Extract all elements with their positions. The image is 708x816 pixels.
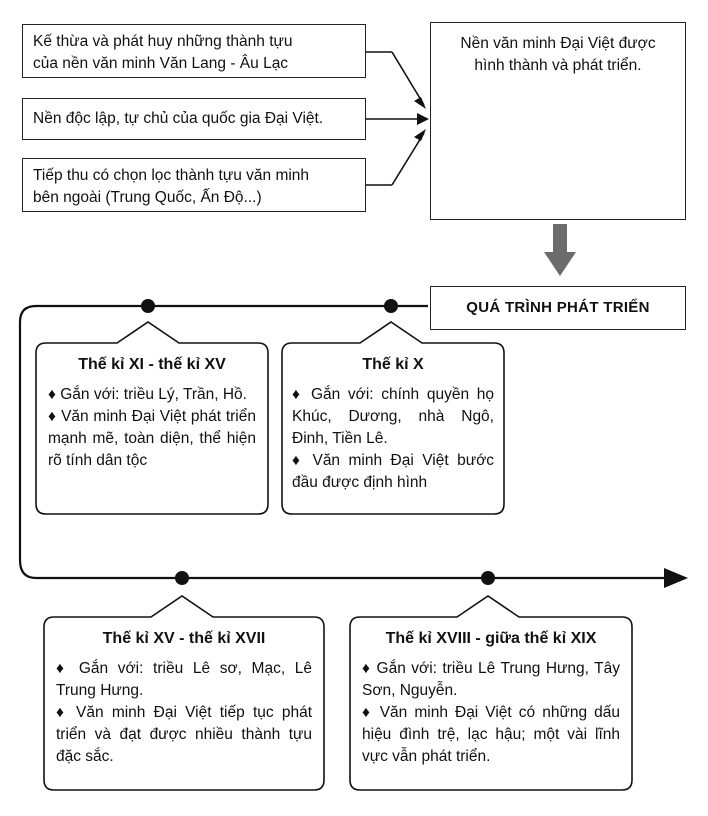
phase-4-title: Thế kỉ XVIII - giữa thế kỉ XIX	[385, 630, 597, 647]
timeline-curve	[20, 306, 36, 578]
result-box	[430, 22, 686, 220]
arrow-source-3-diag	[392, 133, 424, 185]
phase-4	[362, 630, 620, 768]
source-3-line-1: Tiếp thu có chọn lọc thành tựu văn minh	[33, 167, 310, 184]
timeline-dot-4	[481, 571, 495, 585]
timeline-dot-2	[141, 299, 155, 313]
phase-4-item-2: ♦ Văn minh Đại Việt có những dấu hiệu đình trệ, lạc hậu; một vài lĩnh vực vẫn phát triển.	[362, 704, 620, 765]
phase-3-item-2: ♦ Văn minh Đại Việt tiếp tục phát triển và đạt được nhiều thành tựu đặc sắc.	[56, 704, 312, 765]
process-title: QUÁ TRÌNH PHÁT TRIỂN	[430, 286, 686, 330]
source-box-2	[22, 98, 366, 140]
source-2-line-1: Nền độc lập, tự chủ của quốc gia Đại Việt.	[33, 110, 324, 127]
arrowhead-source-1	[414, 97, 426, 109]
phase-1-item-1: ♦ Gắn với: chính quyền họ Khúc, Dương, nhà Ngô, Đinh, Tiền Lê.	[292, 386, 494, 447]
source-box-3	[22, 158, 366, 212]
phase-2	[48, 356, 256, 472]
phase-1	[292, 356, 494, 494]
phase-3-item-1: ♦ Gắn với: triều Lê sơ, Mạc, Lê Trung Hưng.	[56, 660, 312, 699]
phase-2-title: Thế kỉ XI - thế kỉ XV	[78, 356, 226, 373]
phase-2-item-1: ♦ Gắn với: triều Lý, Trần, Hồ.	[48, 386, 247, 403]
timeline-dot-3	[175, 571, 189, 585]
source-1-line-1: Kế thừa và phát huy những thành tựu	[33, 33, 293, 50]
arrowhead-source-3	[414, 129, 426, 141]
source-3-line-2: bên ngoài (Trung Quốc, Ấn Độ...)	[33, 189, 262, 206]
source-1-line-2: của nền văn minh Văn Lang - Âu Lạc	[33, 55, 289, 72]
phase-1-item-2: ♦ Văn minh Đại Việt bước đầu được định hình	[292, 452, 494, 491]
phase-3	[56, 630, 312, 768]
timeline-arrowhead	[664, 568, 688, 588]
result-line-1: Nền văn minh Đại Việt được	[460, 35, 656, 52]
phase-3-title: Thế kỉ XV - thế kỉ XVII	[102, 630, 266, 647]
arrowhead-source-2	[417, 113, 429, 125]
arrow-source-1-diag	[392, 52, 424, 105]
phase-4-item-1: ♦ Gắn với: triều Lê Trung Hưng, Tây Sơn, Nguyễn.	[362, 660, 620, 699]
phase-2-item-2: ♦ Văn minh Đại Việt phát triển mạnh mẽ, toàn diện, thể hiện rõ tính dân tộc	[48, 408, 256, 469]
source-box-1	[22, 24, 366, 78]
timeline-dot-1	[384, 299, 398, 313]
phase-1-title: Thế kỉ X	[362, 356, 424, 373]
down-arrow-head	[544, 252, 576, 276]
result-line-2: hình thành và phát triển.	[474, 57, 642, 74]
down-arrow-shaft	[553, 224, 567, 254]
